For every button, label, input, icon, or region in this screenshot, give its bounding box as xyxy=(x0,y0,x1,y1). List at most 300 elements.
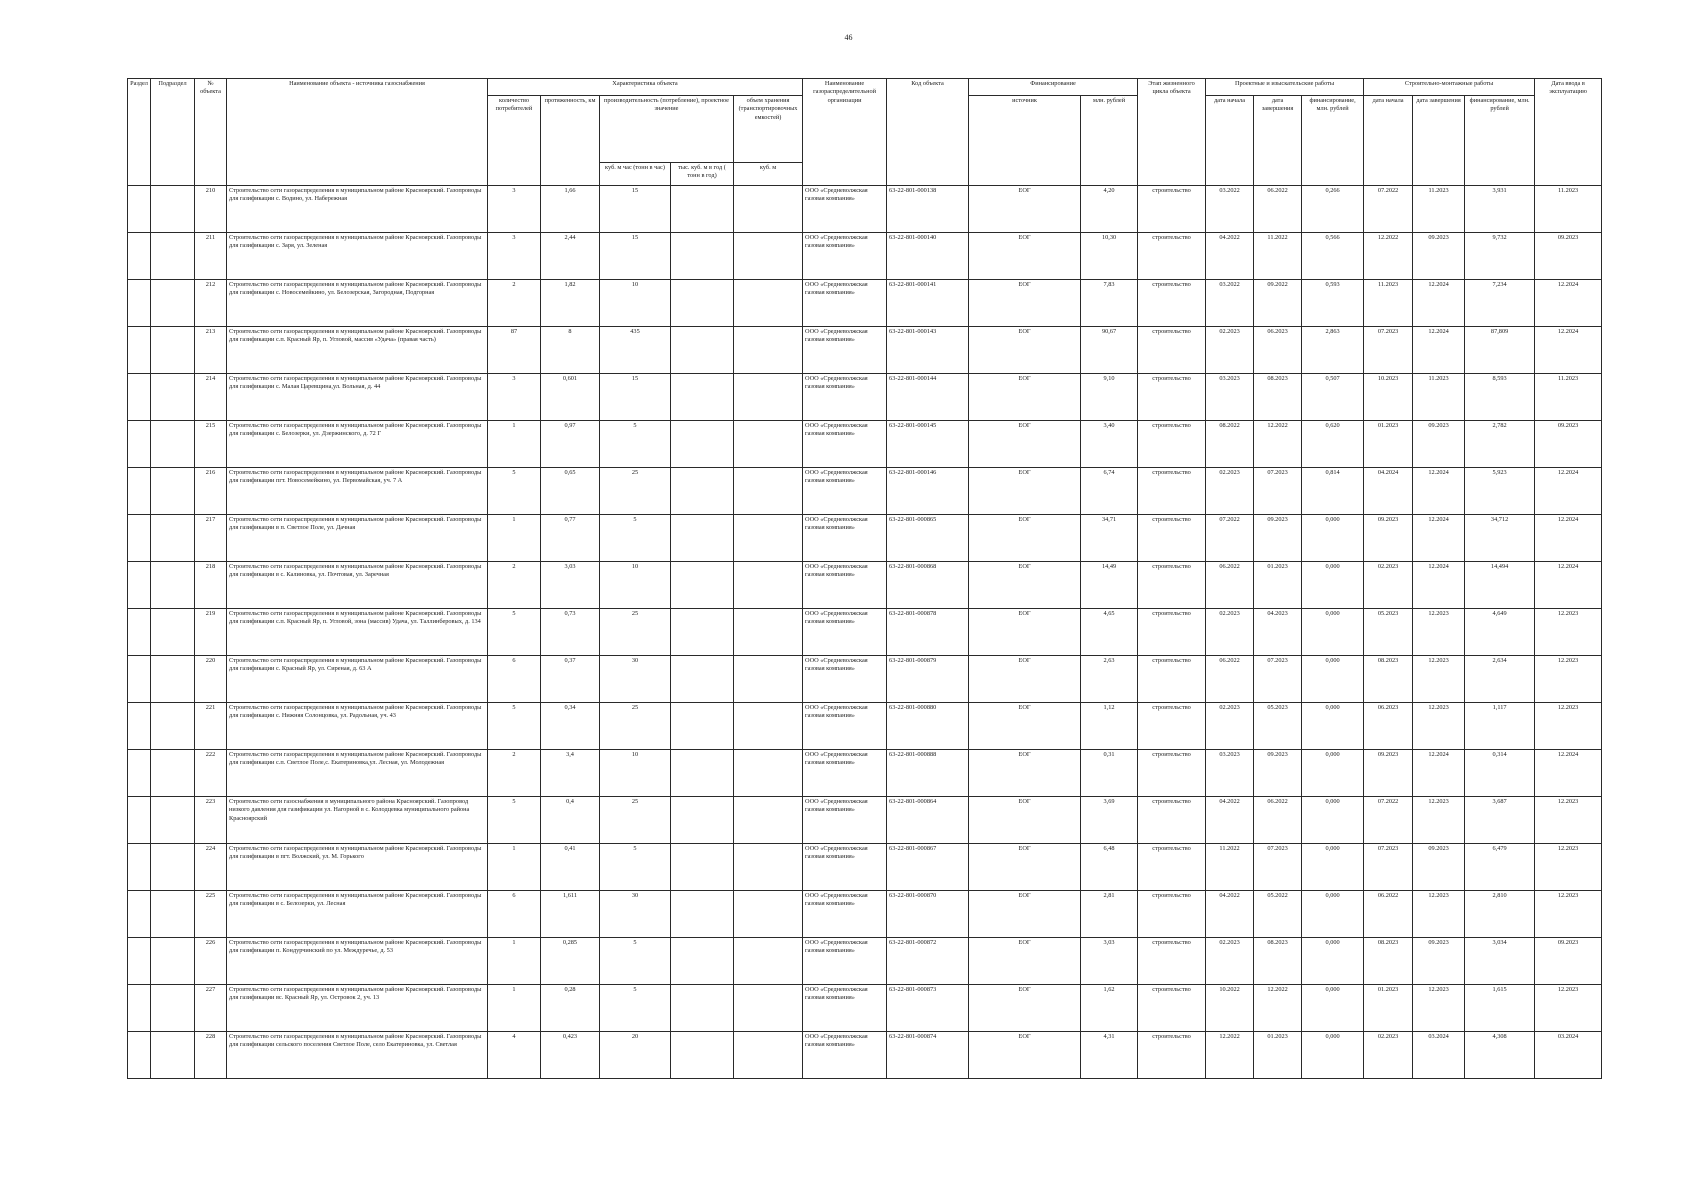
header-razdel: Раздел xyxy=(128,79,151,186)
cell-storage xyxy=(734,656,803,703)
cell-construction-start: 09.2023 xyxy=(1364,515,1413,562)
cell-commissioning-date: 12.2023 xyxy=(1535,891,1602,938)
cell-financing-mln: 3,03 xyxy=(1081,938,1138,985)
cell-object-number: 226 xyxy=(195,938,227,985)
cell-organization: ООО «Средневолжская газовая компания» xyxy=(803,750,887,797)
cell-podrazdel xyxy=(151,938,195,985)
cell-design-end: 12.2022 xyxy=(1254,421,1302,468)
cell-organization: ООО «Средневолжская газовая компания» xyxy=(803,280,887,327)
cell-construction-financing: 3,034 xyxy=(1465,938,1535,985)
cell-podrazdel xyxy=(151,985,195,1032)
cell-construction-start: 06.2023 xyxy=(1364,703,1413,750)
cell-object-code: 63-22-801-000880 xyxy=(887,703,969,750)
cell-capacity-hour: 5 xyxy=(600,515,671,562)
cell-razdel xyxy=(128,233,151,280)
cell-razdel xyxy=(128,1032,151,1079)
header-object-code: Код объекта xyxy=(887,79,969,186)
cell-organization: ООО «Средневолжская газовая компания» xyxy=(803,891,887,938)
cell-razdel xyxy=(128,750,151,797)
cell-length: 1,66 xyxy=(541,186,600,233)
cell-design-end: 08.2023 xyxy=(1254,938,1302,985)
cell-design-financing: 0,000 xyxy=(1302,797,1364,844)
cell-object-number: 218 xyxy=(195,562,227,609)
header-object-name: Наименование объекта - источника газоснабжения xyxy=(227,79,488,186)
cell-construction-end: 12.2023 xyxy=(1413,891,1465,938)
cell-lifecycle-stage: строительство xyxy=(1138,515,1206,562)
cell-capacity-hour: 10 xyxy=(600,280,671,327)
cell-design-financing: 0,000 xyxy=(1302,985,1364,1032)
cell-design-end: 09.2023 xyxy=(1254,750,1302,797)
cell-commissioning-date: 12.2024 xyxy=(1535,562,1602,609)
table-row xyxy=(128,656,1602,703)
cell-object-number: 219 xyxy=(195,609,227,656)
cell-capacity-hour: 5 xyxy=(600,421,671,468)
header-construction-end: дата завершения xyxy=(1413,96,1465,186)
cell-financing-source: ЕОГ xyxy=(969,421,1081,468)
cell-construction-end: 12.2024 xyxy=(1413,280,1465,327)
cell-design-start: 03.2023 xyxy=(1206,750,1254,797)
cell-organization: ООО «Средневолжская газовая компания» xyxy=(803,938,887,985)
cell-podrazdel xyxy=(151,891,195,938)
cell-storage xyxy=(734,1032,803,1079)
cell-organization: ООО «Средневолжская газовая компания» xyxy=(803,844,887,891)
cell-lifecycle-stage: строительство xyxy=(1138,985,1206,1032)
cell-organization: ООО «Средневолжская газовая компания» xyxy=(803,233,887,280)
cell-construction-financing: 6,479 xyxy=(1465,844,1535,891)
cell-commissioning-date: 12.2024 xyxy=(1535,468,1602,515)
header-commissioning-date: Дата ввода в эксплуатацию xyxy=(1535,79,1602,186)
cell-construction-financing: 87,809 xyxy=(1465,327,1535,374)
cell-length: 0,34 xyxy=(541,703,600,750)
cell-object-code: 63-22-801-000879 xyxy=(887,656,969,703)
cell-design-end: 06.2022 xyxy=(1254,186,1302,233)
cell-design-start: 02.2023 xyxy=(1206,609,1254,656)
cell-construction-financing: 2,634 xyxy=(1465,656,1535,703)
cell-capacity-year xyxy=(671,186,734,233)
cell-object-code: 63-22-801-000143 xyxy=(887,327,969,374)
cell-design-end: 06.2022 xyxy=(1254,797,1302,844)
cell-razdel xyxy=(128,374,151,421)
cell-financing-mln: 7,83 xyxy=(1081,280,1138,327)
cell-construction-end: 03.2024 xyxy=(1413,1032,1465,1079)
cell-lifecycle-stage: строительство xyxy=(1138,609,1206,656)
cell-organization: ООО «Средневолжская газовая компания» xyxy=(803,797,887,844)
cell-podrazdel xyxy=(151,374,195,421)
cell-length: 3,03 xyxy=(541,562,600,609)
cell-construction-start: 12.2022 xyxy=(1364,233,1413,280)
cell-podrazdel xyxy=(151,233,195,280)
table-row xyxy=(128,797,1602,844)
cell-podrazdel xyxy=(151,280,195,327)
cell-storage xyxy=(734,421,803,468)
cell-construction-start: 07.2023 xyxy=(1364,844,1413,891)
cell-financing-mln: 10,30 xyxy=(1081,233,1138,280)
cell-podrazdel xyxy=(151,468,195,515)
cell-financing-mln: 1,62 xyxy=(1081,985,1138,1032)
cell-consumers: 5 xyxy=(488,703,541,750)
cell-object-name: Строительство сети газораспределения в муниципальном районе Красноярский. Газопроводы для газификации с. Красный Яр, ул. Сиреная, д. 63 А xyxy=(227,656,488,703)
cell-object-name: Строительство сети газоснабжения в муниципального района Красноярский. Газопровод низкого давления для газификации ул. Нагорной в с. Колодцевка муниципального района Красноярский xyxy=(227,797,488,844)
cell-object-name: Строительство сети газораспределения в муниципальном районе Красноярский. Газопроводы для газификации пгт. Новосемейкино, ул. Первомайская, уч. 7 А xyxy=(227,468,488,515)
cell-storage xyxy=(734,703,803,750)
table-row xyxy=(128,468,1602,515)
cell-object-name: Строительство сети газораспределения в муниципальном районе Красноярский. Газопроводы для газификации в с. Калиновка, ул. Почтовая, ул. Заречная xyxy=(227,562,488,609)
cell-podrazdel xyxy=(151,609,195,656)
cell-capacity-year xyxy=(671,562,734,609)
cell-razdel xyxy=(128,327,151,374)
cell-construction-end: 12.2023 xyxy=(1413,609,1465,656)
cell-construction-end: 12.2023 xyxy=(1413,656,1465,703)
table-row xyxy=(128,374,1602,421)
cell-razdel xyxy=(128,186,151,233)
cell-construction-financing: 7,234 xyxy=(1465,280,1535,327)
cell-design-financing: 0,000 xyxy=(1302,891,1364,938)
cell-design-end: 07.2023 xyxy=(1254,844,1302,891)
cell-capacity-hour: 20 xyxy=(600,1032,671,1079)
header-construction-start: дата начала xyxy=(1364,96,1413,186)
cell-object-code: 63-22-801-000872 xyxy=(887,938,969,985)
cell-organization: ООО «Средневолжская газовая компания» xyxy=(803,703,887,750)
cell-lifecycle-stage: строительство xyxy=(1138,891,1206,938)
cell-construction-end: 12.2023 xyxy=(1413,703,1465,750)
cell-capacity-hour: 30 xyxy=(600,656,671,703)
cell-design-financing: 0,000 xyxy=(1302,938,1364,985)
cell-construction-end: 12.2024 xyxy=(1413,562,1465,609)
cell-length: 0,285 xyxy=(541,938,600,985)
cell-design-end: 05.2023 xyxy=(1254,703,1302,750)
cell-financing-source: ЕОГ xyxy=(969,1032,1081,1079)
header-storage: объем хранения (транспортировочных емкостей) xyxy=(734,96,803,163)
cell-object-number: 217 xyxy=(195,515,227,562)
cell-object-name: Строительство сети газораспределения в муниципальном районе Красноярский. Газопроводы для газификации с. Малая Царевщина,ул. Вольная, д. 44 xyxy=(227,374,488,421)
cell-object-number: 213 xyxy=(195,327,227,374)
cell-construction-start: 07.2022 xyxy=(1364,797,1413,844)
cell-object-number: 224 xyxy=(195,844,227,891)
cell-commissioning-date: 12.2023 xyxy=(1535,797,1602,844)
cell-lifecycle-stage: строительство xyxy=(1138,233,1206,280)
cell-consumers: 1 xyxy=(488,985,541,1032)
cell-object-name: Строительство сети газораспределения в муниципальном районе Красноярский. Газопроводы для газификации с. Заря, ул. Зеленая xyxy=(227,233,488,280)
cell-length: 1,82 xyxy=(541,280,600,327)
table-row xyxy=(128,1032,1602,1079)
cell-financing-source: ЕОГ xyxy=(969,985,1081,1032)
cell-capacity-hour: 25 xyxy=(600,797,671,844)
cell-object-name: Строительство сети газораспределения в муниципальном районе Красноярский. Газопроводы для газификации с. Новосемейкино, ул. Белозерская, Загородная, Подгорная xyxy=(227,280,488,327)
header-design-start: дата начала xyxy=(1206,96,1254,186)
header-financing-mln: млн. рублей xyxy=(1081,96,1138,186)
cell-commissioning-date: 12.2024 xyxy=(1535,750,1602,797)
cell-design-financing: 0,000 xyxy=(1302,515,1364,562)
cell-object-code: 63-22-801-000864 xyxy=(887,797,969,844)
cell-capacity-hour: 25 xyxy=(600,609,671,656)
cell-object-name: Строительство сети газораспределения в муниципальном районе Красноярский. Газопроводы для газификации с. Водино, ул. Набережная xyxy=(227,186,488,233)
cell-storage xyxy=(734,327,803,374)
gas-objects-table xyxy=(127,78,1602,1079)
cell-financing-source: ЕОГ xyxy=(969,891,1081,938)
cell-construction-financing: 0,314 xyxy=(1465,750,1535,797)
cell-storage xyxy=(734,609,803,656)
cell-lifecycle-stage: строительство xyxy=(1138,750,1206,797)
cell-design-financing: 0,507 xyxy=(1302,374,1364,421)
cell-financing-mln: 2,81 xyxy=(1081,891,1138,938)
cell-construction-end: 12.2024 xyxy=(1413,750,1465,797)
cell-object-name: Строительство сети газораспределения в муниципальном районе Красноярский. Газопроводы для газификации с. Нижняя Солонцовка, ул. Радольная, уч. 43 xyxy=(227,703,488,750)
cell-capacity-hour: 10 xyxy=(600,750,671,797)
cell-consumers: 5 xyxy=(488,609,541,656)
cell-podrazdel xyxy=(151,844,195,891)
cell-construction-start: 05.2023 xyxy=(1364,609,1413,656)
header-construction-works: Строительно-монтажные работы xyxy=(1364,79,1535,96)
cell-financing-source: ЕОГ xyxy=(969,656,1081,703)
cell-financing-source: ЕОГ xyxy=(969,844,1081,891)
cell-commissioning-date: 11.2023 xyxy=(1535,374,1602,421)
cell-lifecycle-stage: строительство xyxy=(1138,327,1206,374)
cell-razdel xyxy=(128,280,151,327)
header-design-financing: финансирование, млн. рублей xyxy=(1302,96,1364,186)
cell-lifecycle-stage: строительство xyxy=(1138,421,1206,468)
cell-lifecycle-stage: строительство xyxy=(1138,280,1206,327)
cell-razdel xyxy=(128,421,151,468)
table-row xyxy=(128,233,1602,280)
cell-design-financing: 0,266 xyxy=(1302,186,1364,233)
cell-lifecycle-stage: строительство xyxy=(1138,562,1206,609)
cell-design-start: 10.2022 xyxy=(1206,985,1254,1032)
cell-financing-mln: 1,12 xyxy=(1081,703,1138,750)
cell-object-code: 63-22-801-000146 xyxy=(887,468,969,515)
table-row xyxy=(128,280,1602,327)
cell-design-end: 11.2022 xyxy=(1254,233,1302,280)
cell-razdel xyxy=(128,844,151,891)
cell-object-name: Строительство сети газораспределения в муниципальном районе Красноярский. Газопроводы для газификации в п. Светлое Поле, ул. Дачная xyxy=(227,515,488,562)
cell-organization: ООО «Средневолжская газовая компания» xyxy=(803,656,887,703)
cell-construction-financing: 3,687 xyxy=(1465,797,1535,844)
cell-podrazdel xyxy=(151,421,195,468)
cell-razdel xyxy=(128,703,151,750)
cell-storage xyxy=(734,562,803,609)
cell-commissioning-date: 12.2023 xyxy=(1535,985,1602,1032)
cell-podrazdel xyxy=(151,797,195,844)
cell-construction-start: 01.2023 xyxy=(1364,421,1413,468)
cell-design-start: 02.2023 xyxy=(1206,327,1254,374)
cell-construction-end: 09.2023 xyxy=(1413,844,1465,891)
cell-consumers: 3 xyxy=(488,186,541,233)
cell-consumers: 5 xyxy=(488,797,541,844)
header-design-end: дата завершения xyxy=(1254,96,1302,186)
cell-capacity-year xyxy=(671,280,734,327)
cell-podrazdel xyxy=(151,562,195,609)
cell-length: 0,65 xyxy=(541,468,600,515)
cell-capacity-year xyxy=(671,938,734,985)
cell-financing-mln: 3,40 xyxy=(1081,421,1138,468)
cell-design-financing: 0,000 xyxy=(1302,562,1364,609)
cell-lifecycle-stage: строительство xyxy=(1138,1032,1206,1079)
header-consumers: количество потребителей xyxy=(488,96,541,186)
cell-object-number: 225 xyxy=(195,891,227,938)
cell-design-end: 01.2023 xyxy=(1254,1032,1302,1079)
cell-financing-source: ЕОГ xyxy=(969,374,1081,421)
cell-construction-financing: 4,308 xyxy=(1465,1032,1535,1079)
cell-design-start: 04.2022 xyxy=(1206,891,1254,938)
cell-storage xyxy=(734,844,803,891)
cell-object-number: 220 xyxy=(195,656,227,703)
cell-design-start: 03.2022 xyxy=(1206,186,1254,233)
cell-object-number: 222 xyxy=(195,750,227,797)
cell-financing-mln: 6,48 xyxy=(1081,844,1138,891)
cell-lifecycle-stage: строительство xyxy=(1138,797,1206,844)
cell-object-number: 227 xyxy=(195,985,227,1032)
cell-length: 2,44 xyxy=(541,233,600,280)
cell-length: 0,423 xyxy=(541,1032,600,1079)
table-row xyxy=(128,186,1602,233)
cell-commissioning-date: 09.2023 xyxy=(1535,421,1602,468)
cell-financing-source: ЕОГ xyxy=(969,562,1081,609)
cell-object-number: 221 xyxy=(195,703,227,750)
cell-consumers: 2 xyxy=(488,750,541,797)
cell-design-financing: 0,814 xyxy=(1302,468,1364,515)
cell-podrazdel xyxy=(151,186,195,233)
cell-design-end: 04.2023 xyxy=(1254,609,1302,656)
cell-length: 3,4 xyxy=(541,750,600,797)
cell-razdel xyxy=(128,797,151,844)
cell-razdel xyxy=(128,562,151,609)
cell-object-number: 223 xyxy=(195,797,227,844)
cell-organization: ООО «Средневолжская газовая компания» xyxy=(803,468,887,515)
cell-design-financing: 0,000 xyxy=(1302,750,1364,797)
cell-construction-start: 08.2023 xyxy=(1364,656,1413,703)
cell-construction-end: 09.2023 xyxy=(1413,233,1465,280)
cell-capacity-year xyxy=(671,797,734,844)
cell-financing-source: ЕОГ xyxy=(969,327,1081,374)
cell-commissioning-date: 09.2023 xyxy=(1535,938,1602,985)
cell-financing-source: ЕОГ xyxy=(969,703,1081,750)
cell-design-financing: 0,000 xyxy=(1302,844,1364,891)
header-storage-unit: куб. м xyxy=(734,163,803,186)
cell-design-start: 03.2023 xyxy=(1206,374,1254,421)
cell-length: 0,73 xyxy=(541,609,600,656)
cell-commissioning-date: 12.2023 xyxy=(1535,656,1602,703)
cell-design-end: 09.2023 xyxy=(1254,515,1302,562)
cell-design-financing: 0,000 xyxy=(1302,703,1364,750)
cell-financing-mln: 4,65 xyxy=(1081,609,1138,656)
cell-design-end: 08.2023 xyxy=(1254,374,1302,421)
cell-length: 8 xyxy=(541,327,600,374)
cell-consumers: 6 xyxy=(488,656,541,703)
cell-commissioning-date: 12.2024 xyxy=(1535,327,1602,374)
cell-financing-source: ЕОГ xyxy=(969,797,1081,844)
table-row xyxy=(128,985,1602,1032)
cell-financing-mln: 4,31 xyxy=(1081,1032,1138,1079)
cell-construction-financing: 1,615 xyxy=(1465,985,1535,1032)
cell-construction-end: 12.2024 xyxy=(1413,468,1465,515)
cell-object-number: 228 xyxy=(195,1032,227,1079)
header-podrazdel: Подраздел xyxy=(151,79,195,186)
cell-consumers: 2 xyxy=(488,280,541,327)
cell-lifecycle-stage: строительство xyxy=(1138,703,1206,750)
cell-consumers: 6 xyxy=(488,891,541,938)
cell-financing-source: ЕОГ xyxy=(969,609,1081,656)
cell-storage xyxy=(734,186,803,233)
cell-commissioning-date: 11.2023 xyxy=(1535,186,1602,233)
table-row xyxy=(128,938,1602,985)
cell-podrazdel xyxy=(151,515,195,562)
cell-design-start: 02.2023 xyxy=(1206,703,1254,750)
cell-capacity-hour: 30 xyxy=(600,891,671,938)
table-row xyxy=(128,515,1602,562)
cell-construction-end: 12.2023 xyxy=(1413,985,1465,1032)
cell-construction-start: 11.2023 xyxy=(1364,280,1413,327)
cell-object-name: Строительство сети газораспределения в муниципальном районе Красноярский. Газопроводы для газификации с.п. Красный Яр, п. Угловой, зона (массив) Удача, ул. Таллинберовых, д. 134 xyxy=(227,609,488,656)
cell-organization: ООО «Средневолжская газовая компания» xyxy=(803,515,887,562)
cell-construction-end: 12.2024 xyxy=(1413,327,1465,374)
cell-object-name: Строительство сети газораспределения в муниципальном районе Красноярский. Газопроводы для газификации вс. Красный Яр, ул. Островок 2, уч. 13 xyxy=(227,985,488,1032)
cell-design-end: 05.2022 xyxy=(1254,891,1302,938)
cell-capacity-year xyxy=(671,609,734,656)
cell-lifecycle-stage: строительство xyxy=(1138,844,1206,891)
cell-design-end: 06.2023 xyxy=(1254,327,1302,374)
table-row xyxy=(128,750,1602,797)
table-row xyxy=(128,562,1602,609)
cell-financing-mln: 9,10 xyxy=(1081,374,1138,421)
cell-lifecycle-stage: строительство xyxy=(1138,656,1206,703)
header-design-works: Проектные и изыскательские работы xyxy=(1206,79,1364,96)
cell-length: 0,4 xyxy=(541,797,600,844)
cell-object-code: 63-22-801-000867 xyxy=(887,844,969,891)
cell-construction-start: 08.2023 xyxy=(1364,938,1413,985)
cell-construction-start: 02.2023 xyxy=(1364,562,1413,609)
cell-design-start: 03.2022 xyxy=(1206,280,1254,327)
cell-object-code: 63-22-801-000145 xyxy=(887,421,969,468)
cell-organization: ООО «Средневолжская газовая компания» xyxy=(803,562,887,609)
cell-object-code: 63-22-801-000138 xyxy=(887,186,969,233)
table-row xyxy=(128,703,1602,750)
cell-capacity-hour: 435 xyxy=(600,327,671,374)
cell-object-code: 63-22-801-000140 xyxy=(887,233,969,280)
cell-consumers: 1 xyxy=(488,515,541,562)
cell-consumers: 1 xyxy=(488,421,541,468)
cell-financing-mln: 6,74 xyxy=(1081,468,1138,515)
cell-object-name: Строительство сети газораспределения в муниципальном районе Красноярский. Газопроводы для газификации в с. Белозерки, ул. Лесная xyxy=(227,891,488,938)
cell-design-start: 06.2022 xyxy=(1206,656,1254,703)
cell-length: 0,97 xyxy=(541,421,600,468)
cell-commissioning-date: 12.2023 xyxy=(1535,844,1602,891)
cell-object-code: 63-22-801-000144 xyxy=(887,374,969,421)
cell-construction-financing: 2,782 xyxy=(1465,421,1535,468)
cell-construction-start: 04.2024 xyxy=(1364,468,1413,515)
cell-length: 0,28 xyxy=(541,985,600,1032)
table-header xyxy=(128,79,1602,186)
cell-design-financing: 0,566 xyxy=(1302,233,1364,280)
cell-organization: ООО «Средневолжская газовая компания» xyxy=(803,609,887,656)
cell-design-start: 02.2023 xyxy=(1206,938,1254,985)
cell-object-code: 63-22-801-000865 xyxy=(887,515,969,562)
cell-commissioning-date: 09.2023 xyxy=(1535,233,1602,280)
cell-object-code: 63-22-801-000873 xyxy=(887,985,969,1032)
cell-construction-financing: 14,494 xyxy=(1465,562,1535,609)
cell-design-start: 08.2022 xyxy=(1206,421,1254,468)
cell-storage xyxy=(734,938,803,985)
cell-capacity-hour: 5 xyxy=(600,844,671,891)
cell-razdel xyxy=(128,515,151,562)
cell-design-end: 09.2022 xyxy=(1254,280,1302,327)
cell-object-number: 210 xyxy=(195,186,227,233)
cell-capacity-hour: 10 xyxy=(600,562,671,609)
cell-construction-end: 09.2023 xyxy=(1413,938,1465,985)
cell-storage xyxy=(734,985,803,1032)
cell-construction-start: 01.2023 xyxy=(1364,985,1413,1032)
header-capacity-year: тыс. куб. м в год ( тонн в год) xyxy=(671,163,734,186)
cell-design-financing: 0,593 xyxy=(1302,280,1364,327)
cell-construction-financing: 4,649 xyxy=(1465,609,1535,656)
